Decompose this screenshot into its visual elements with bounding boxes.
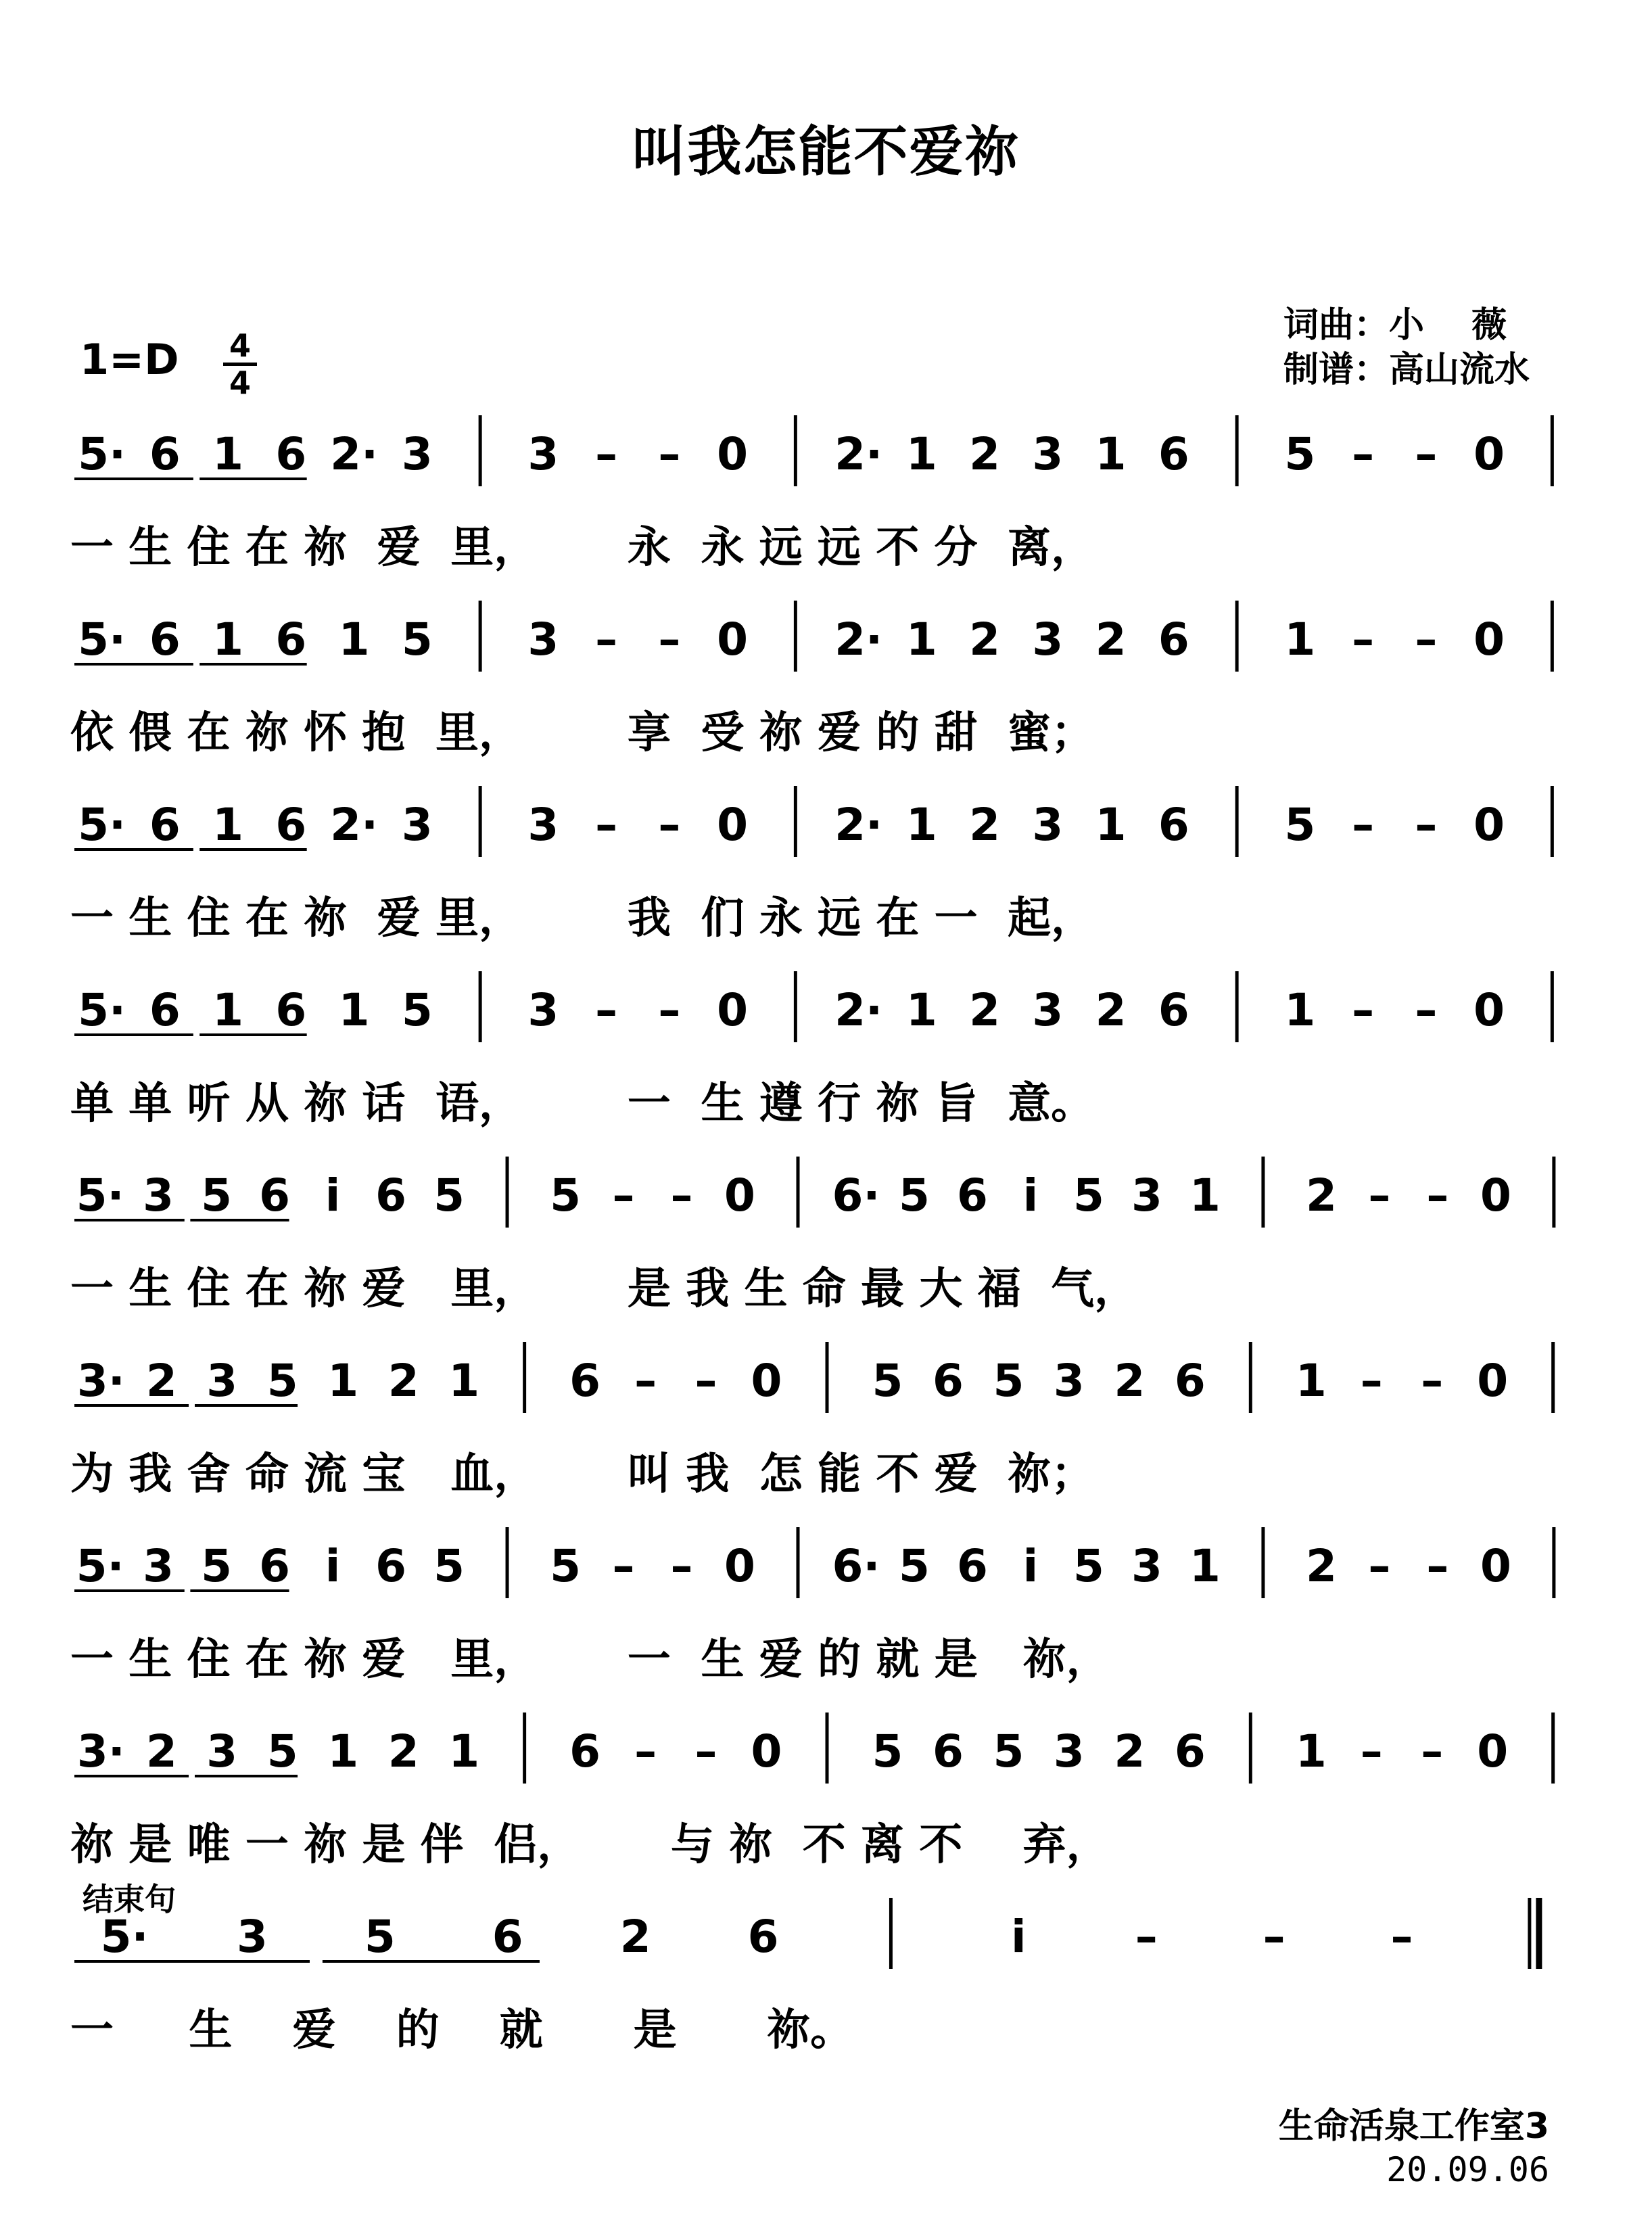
note: 3 — [527, 428, 559, 480]
note-dash: – — [1415, 984, 1438, 1036]
lyric-line-3: 一 生 住 在 祢 爱 里， 我 们 永 远 在 一 起， — [70, 893, 1095, 944]
note: 2 — [969, 799, 1001, 851]
note: 0 — [1477, 1355, 1509, 1407]
note-dash: – — [1368, 1169, 1391, 1221]
note: 5 — [401, 984, 433, 1036]
note-dash: – — [670, 1540, 693, 1592]
note: 6 — [149, 428, 181, 480]
note: 6 — [1174, 1355, 1206, 1407]
note-dash: – — [1360, 1725, 1383, 1777]
note-dash: – — [595, 613, 618, 666]
note: 0 — [1473, 613, 1505, 666]
note: 5· — [76, 1540, 124, 1592]
note: 6 — [957, 1540, 988, 1592]
note: 2 — [145, 1725, 177, 1777]
lyric-line-4: 单 单 听 从 祢 话 语， 一 生 遵 行 祢 旨 意。 — [70, 1079, 1095, 1129]
note: 1 — [1295, 1725, 1327, 1777]
note-dash: – — [1360, 1355, 1383, 1407]
note: 0 — [717, 984, 749, 1036]
note: 3 — [1032, 984, 1064, 1036]
note-dash: – — [634, 1355, 657, 1407]
note-dash: – — [1415, 428, 1438, 480]
lyric-line-6: 为 我 舍 命 流 宝 血， 叫 我 怎 能 不 爱 祢； — [70, 1449, 1095, 1499]
note: 6 — [957, 1169, 988, 1221]
note: 6 — [259, 1169, 291, 1221]
note-dash: – — [634, 1725, 657, 1777]
key-signature: 1=D — [80, 335, 179, 384]
note: 0 — [717, 799, 749, 851]
note: 3· — [76, 1725, 125, 1777]
note-dash: – — [1421, 1725, 1444, 1777]
note: 5 — [364, 1911, 396, 1963]
note: 1 — [1189, 1540, 1221, 1592]
note-dash: – — [1352, 428, 1375, 480]
note: 1 — [212, 428, 244, 480]
note: 5· — [78, 428, 126, 480]
note: 5 — [201, 1540, 233, 1592]
note: 6 — [275, 984, 307, 1036]
note: 1 — [905, 613, 937, 666]
note: 3 — [401, 799, 433, 851]
note: 5 — [872, 1355, 903, 1407]
note: 1 — [338, 613, 370, 666]
lyric-line-1: 一 生 住 在 祢 爱 里， 永 永 远 远 不 分 离， — [70, 523, 1095, 573]
note: 3 — [206, 1355, 238, 1407]
note: 3 — [1032, 613, 1064, 666]
lyric-line-8: 祢 是 唯 一 祢 是 伴 侣， 与 祢 不 离 不 弃， — [70, 1820, 1110, 1870]
note: 1 — [212, 984, 244, 1036]
note: 2· — [834, 984, 883, 1036]
note: 2 — [969, 613, 1001, 666]
note: 2 — [1095, 984, 1127, 1036]
note-dash: – — [1415, 799, 1438, 851]
lyric-line-9: 一 生 爱 的 就 是 祢。 — [70, 2005, 854, 2055]
note: 1 — [1095, 799, 1127, 851]
note-dash: – — [694, 1355, 717, 1407]
note: 2· — [834, 613, 883, 666]
note-dash: – — [595, 984, 618, 1036]
time-signature-numerator: 4 — [223, 329, 257, 366]
note: 0 — [1473, 984, 1505, 1036]
footer — [1279, 2105, 1549, 2191]
note: 0 — [751, 1725, 782, 1777]
note: 1 — [327, 1355, 359, 1407]
note: 2 — [1095, 613, 1127, 666]
note-dash: – — [1352, 984, 1375, 1036]
note: 2 — [145, 1355, 177, 1407]
note: 1 — [338, 984, 370, 1036]
note: 6 — [375, 1540, 407, 1592]
note-dash: – — [1390, 1911, 1413, 1963]
note: 1 — [1189, 1169, 1221, 1221]
note-dash: – — [1135, 1911, 1158, 1963]
note-dash: – — [612, 1169, 635, 1221]
note: 6 — [149, 984, 181, 1036]
note: 0 — [1480, 1540, 1511, 1592]
note: 6 — [1174, 1725, 1206, 1777]
note: 5 — [266, 1355, 298, 1407]
note: 6 — [275, 613, 307, 666]
note: 0 — [1473, 428, 1505, 480]
note: 6 — [1158, 984, 1189, 1036]
coda-label: 结束句 — [82, 1881, 176, 1917]
note: 0 — [724, 1169, 755, 1221]
time-signature-denominator: 4 — [229, 365, 251, 401]
note: 5 — [266, 1725, 298, 1777]
note: 2 — [1305, 1540, 1337, 1592]
note: 5 — [550, 1169, 582, 1221]
note: 5 — [433, 1540, 465, 1592]
note: 2 — [387, 1355, 419, 1407]
note: 3 — [527, 799, 559, 851]
note: 6 — [149, 613, 181, 666]
note-dash: – — [658, 613, 681, 666]
note: 2· — [834, 428, 883, 480]
note: 5 — [899, 1169, 930, 1221]
note: i — [325, 1540, 341, 1592]
note-dash: – — [1421, 1355, 1444, 1407]
note: 6 — [275, 428, 307, 480]
note: 3 — [143, 1540, 174, 1592]
note: 3 — [237, 1911, 268, 1963]
note: i — [1011, 1911, 1026, 1963]
note: 5 — [899, 1540, 930, 1592]
note: 1 — [212, 799, 244, 851]
note: 1 — [1284, 984, 1316, 1036]
note-dash: – — [612, 1540, 635, 1592]
note: 3 — [1053, 1355, 1085, 1407]
note: i — [1022, 1540, 1039, 1592]
note: 5· — [100, 1911, 149, 1963]
note: i — [1022, 1169, 1039, 1221]
note: 0 — [1480, 1169, 1511, 1221]
note: 3 — [1131, 1169, 1162, 1221]
note: 1 — [1295, 1355, 1327, 1407]
note: 1 — [448, 1725, 480, 1777]
note: 0 — [751, 1355, 782, 1407]
note: 3 — [1032, 799, 1064, 851]
note: 2 — [969, 984, 1001, 1036]
note: 3 — [401, 428, 433, 480]
note: 2 — [1305, 1169, 1337, 1221]
note: 5· — [78, 799, 126, 851]
note: 2 — [1114, 1355, 1146, 1407]
note: 5 — [401, 613, 433, 666]
note: 1 — [905, 984, 937, 1036]
note-dash: – — [670, 1169, 693, 1221]
note: 6 — [747, 1911, 779, 1963]
note: 2· — [330, 428, 379, 480]
note: 3 — [143, 1169, 174, 1221]
note-dash: – — [1352, 613, 1375, 666]
lyricist-composer-credit: 词曲：小 薇 — [1283, 305, 1507, 346]
note-dash: – — [658, 984, 681, 1036]
note-dash: – — [1415, 613, 1438, 666]
note: 6 — [932, 1355, 964, 1407]
note: 5 — [201, 1169, 233, 1221]
note: 0 — [1473, 799, 1505, 851]
note: 6 — [569, 1355, 601, 1407]
note: 0 — [724, 1540, 755, 1592]
note: 5· — [78, 613, 126, 666]
transcriber-credit: 制谱：高山流水 — [1283, 350, 1530, 390]
note: 5 — [872, 1725, 903, 1777]
note: 2 — [619, 1911, 651, 1963]
note: 5 — [433, 1169, 465, 1221]
note: 6 — [932, 1725, 964, 1777]
note: 5 — [993, 1725, 1024, 1777]
note: 3 — [527, 984, 559, 1036]
note-dash: – — [1426, 1540, 1449, 1592]
note: 6 — [1158, 799, 1189, 851]
note-dash: – — [694, 1725, 717, 1777]
note-dash: – — [595, 799, 618, 851]
note-dash: – — [1262, 1911, 1285, 1963]
note-dash: – — [1352, 799, 1375, 851]
studio-name: 生命活泉工作室3 — [1278, 2106, 1549, 2147]
note: 5· — [76, 1169, 124, 1221]
note: 3· — [76, 1355, 125, 1407]
lyric-line-7: 一 生 住 在 祢 爱 里， 一 生 爱 的 就 是 祢， — [70, 1635, 1110, 1685]
note: 0 — [1477, 1725, 1509, 1777]
note-dash: – — [658, 428, 681, 480]
note: 3 — [206, 1725, 238, 1777]
note: 1 — [448, 1355, 480, 1407]
note: 1 — [1095, 428, 1127, 480]
lyric-line-5: 一 生 住 在 祢 爱 里， 是 我 生 命 最 大 福 气， — [70, 1264, 1138, 1314]
note: 1 — [1284, 613, 1316, 666]
note: 2· — [834, 799, 883, 851]
note: 6 — [259, 1540, 291, 1592]
note: 5 — [993, 1355, 1024, 1407]
note: 2 — [387, 1725, 419, 1777]
note: 6 — [149, 799, 181, 851]
note: 1 — [327, 1725, 359, 1777]
note: 6 — [1158, 613, 1189, 666]
note: 6 — [375, 1169, 407, 1221]
note: 3 — [1032, 428, 1064, 480]
note: 3 — [1131, 1540, 1162, 1592]
note-dash: – — [1368, 1540, 1391, 1592]
note: i — [325, 1169, 341, 1221]
note: 1 — [905, 428, 937, 480]
note: 5 — [550, 1540, 582, 1592]
note: 5 — [1072, 1540, 1104, 1592]
note: 6· — [832, 1169, 880, 1221]
note: 1 — [905, 799, 937, 851]
note: 5· — [78, 984, 126, 1036]
note: 6· — [832, 1540, 880, 1592]
lyric-line-2: 依 偎 在 祢 怀 抱 里， 享 受 祢 爱 的 甜 蜜； — [70, 708, 1095, 758]
note: 6 — [492, 1911, 523, 1963]
note-dash: – — [658, 799, 681, 851]
note-dash: – — [1426, 1169, 1449, 1221]
note: 0 — [717, 428, 749, 480]
note: 2 — [969, 428, 1001, 480]
note: 0 — [717, 613, 749, 666]
note: 5 — [1284, 428, 1316, 480]
publish-date: 20.09.06 — [1386, 2150, 1549, 2189]
note: 6 — [569, 1725, 601, 1777]
note: 3 — [527, 613, 559, 666]
note: 5 — [1284, 799, 1316, 851]
note: 5 — [1072, 1169, 1104, 1221]
song-title: 叫我怎能不爱祢 — [632, 120, 1020, 183]
note-dash: – — [595, 428, 618, 480]
note: 2 — [1114, 1725, 1146, 1777]
note: 1 — [212, 613, 244, 666]
note: 3 — [1053, 1725, 1085, 1777]
note: 2· — [330, 799, 379, 851]
note: 6 — [275, 799, 307, 851]
note: 6 — [1158, 428, 1189, 480]
